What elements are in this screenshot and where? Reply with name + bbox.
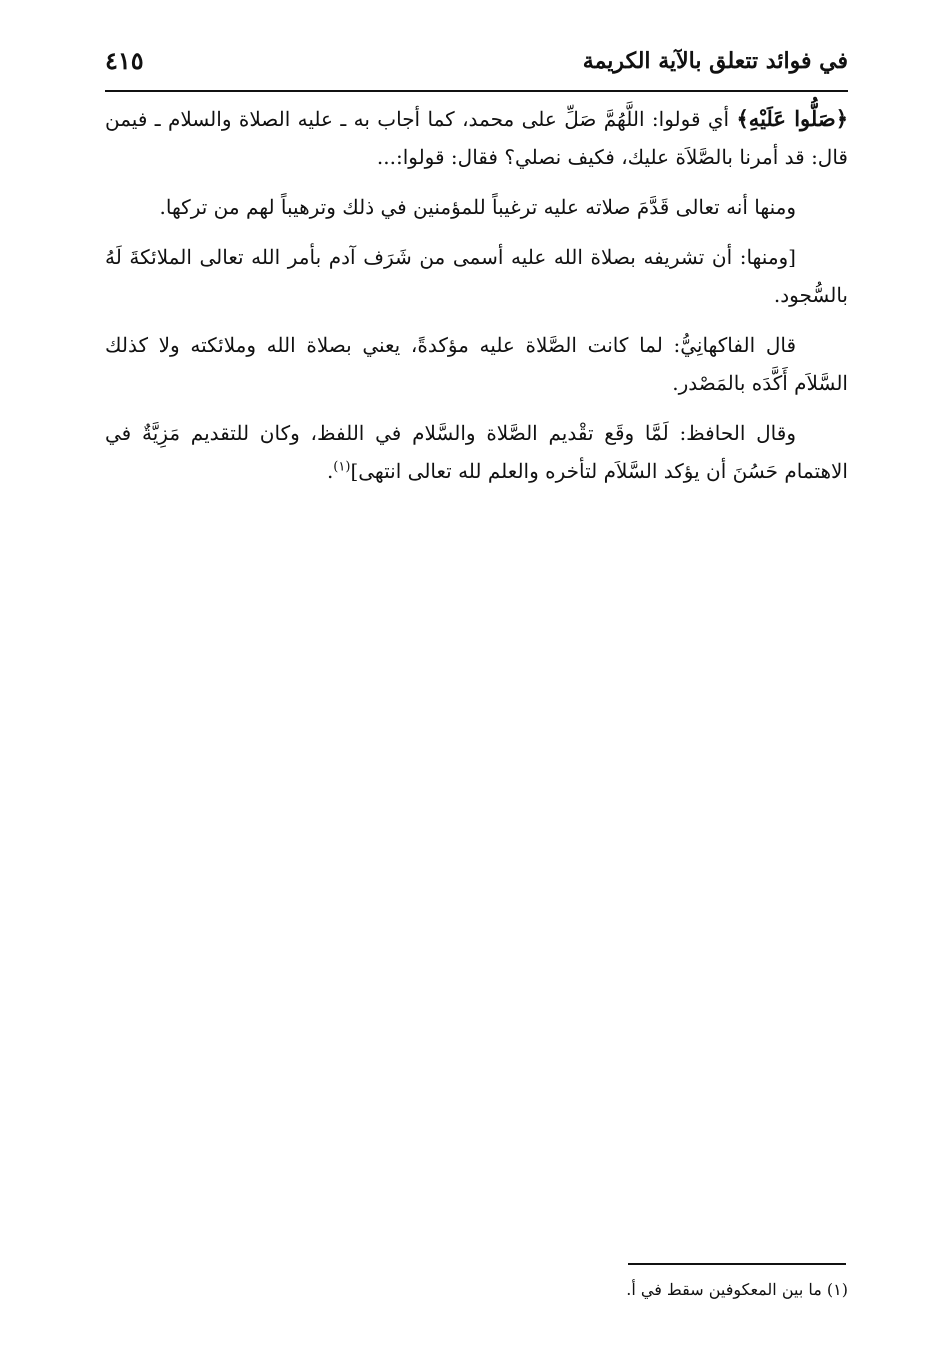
running-header — [105, 42, 848, 82]
footnote-reference: (١) — [333, 459, 351, 475]
footnote-divider — [628, 1263, 846, 1265]
running-header-title: في فوائد تتعلق بالآية الكريمة — [582, 48, 848, 74]
paragraph-2 — [105, 188, 848, 226]
paragraph-text: أي قولوا: اللَّهُمَّ صَلِّ على محمد، كما أجاب به ـ عليه الصلاة والسلام ـ فيمن قال: قد أمرنا بالصَّلاَة عليك، فكيف نصلي؟ فقال: قولوا:... — [105, 107, 848, 169]
paragraph-text: [ومنها: أن تشريفه بصلاة الله عليه أسمى من شَرَف آدم بأمر الله تعالى الملائكةَ لَهُ بالسُّجود. — [105, 245, 848, 307]
page-number: ٤١٥ — [105, 46, 144, 75]
paragraph-text: ومنها أنه تعالى قَدَّمَ صلاته عليه ترغيباً للمؤمنين في ذلك وترهيباً لهم من تركها. — [159, 195, 796, 219]
paragraph-text: وقال الحافظ: لَمَّا وقَع تقْديم الصَّلاة والسَّلام في اللفظ، وكان للتقديم مَزِيَّةٌ في الاهتمام حَسُنَ أن يؤكد السَّلاَم لتأخره والعلم لله تعالى انتهى] — [105, 421, 848, 483]
quran-verse: ﴿صَلُّوا عَلَيْهِ﴾ — [736, 106, 848, 131]
header-divider — [105, 90, 848, 92]
footnote: (١) ما بين المعكوفين سقط في أ. — [626, 1280, 848, 1299]
paragraph-1 — [105, 100, 848, 176]
paragraph-4 — [105, 326, 848, 402]
paragraph-3 — [105, 238, 848, 314]
paragraph-5: وقال الحافظ: لَمَّا وقَع تقْديم الصَّلاة والسَّلام في اللفظ، وكان للتقديم مَزِيَّةٌ في الاهتمام حَسُنَ أن يؤكد السَّلاَم لتأخره والعلم لله تعالى انتهى]$^{(١)}$. — [105, 421, 848, 483]
main-text — [105, 100, 848, 502]
paragraph-text: قال الفاكهانِيُّ: لما كانت الصَّلاة عليه مؤكدةً، يعني بصلاة الله وملائكته ولا كذلك السَّلاَم أَكَّدَه بالمَصْدر. — [105, 333, 848, 395]
